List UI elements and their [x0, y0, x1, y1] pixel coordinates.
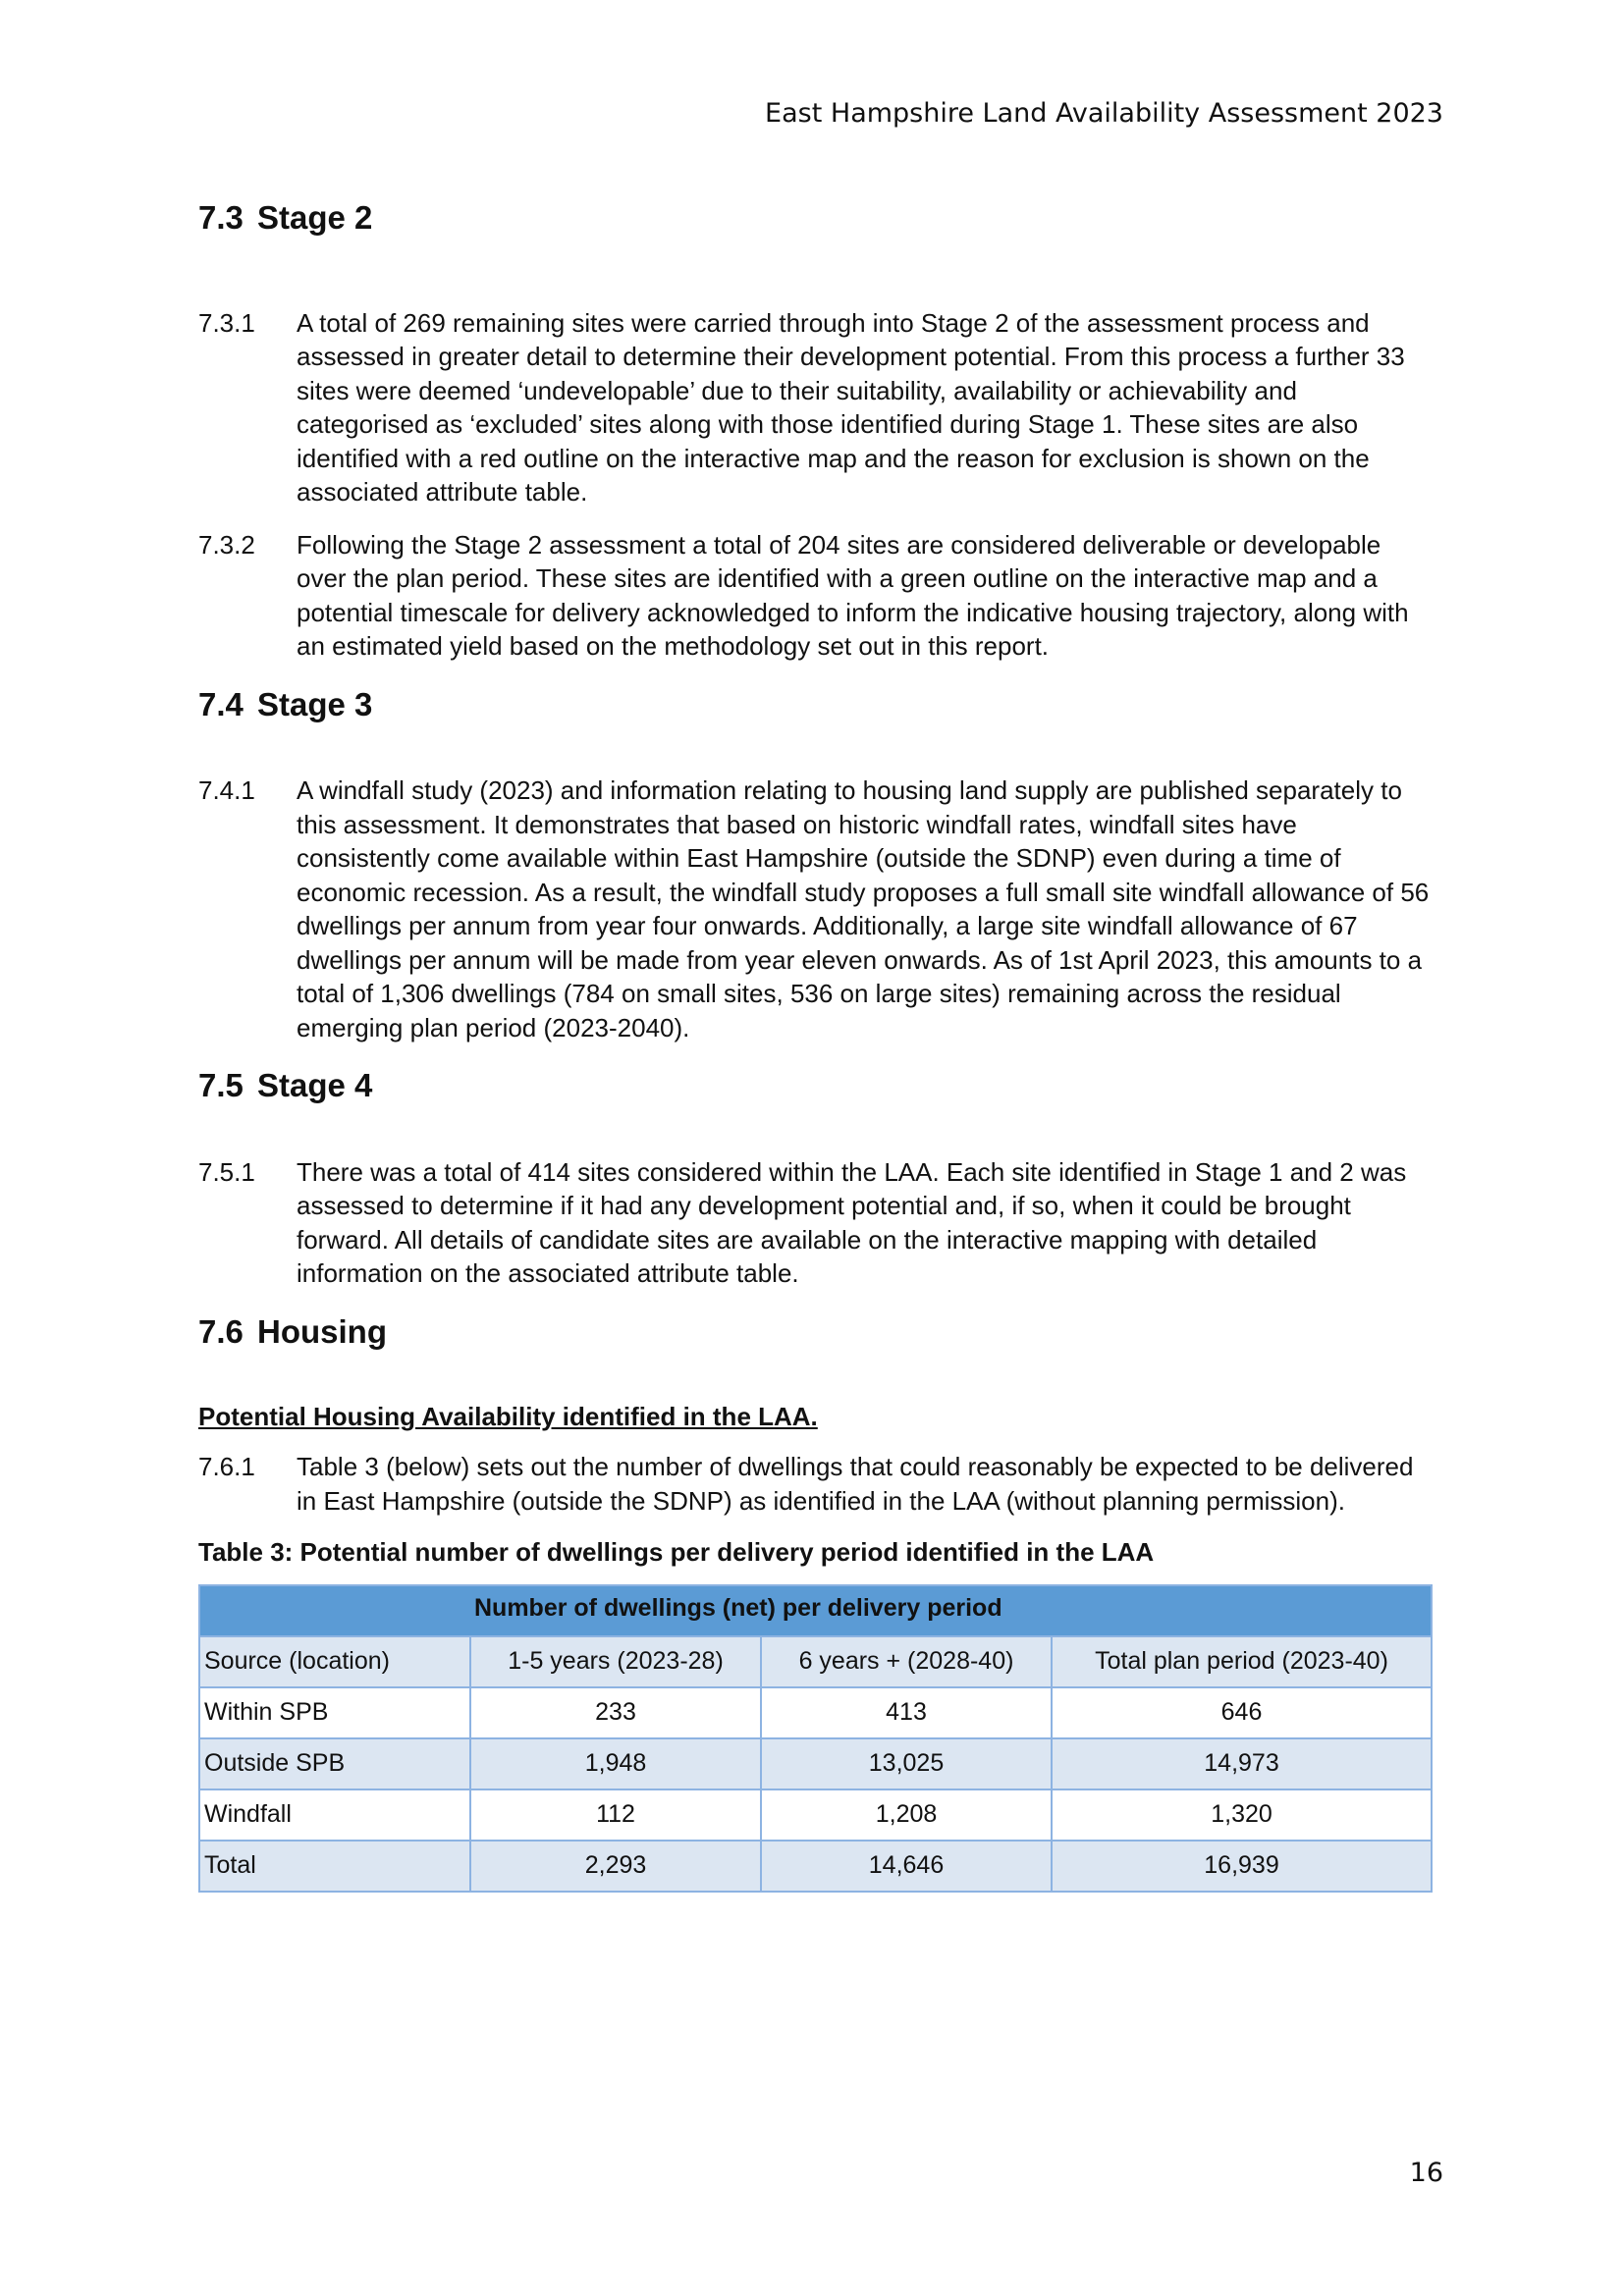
paragraph-number: 7.5.1 [198, 1156, 255, 1187]
paragraph-7-5-1 [198, 1155, 1435, 1291]
paragraph-text: A windfall study (2023) and information relating to housing land supply are published separately to this assessment. It demonstrates that based on historic windfall rates, windfall sites have consistently come available within East Hampshire (outside the SDNP) even during a time of economic recession. As a result, the windfall study proposes a full small site windfall allowance of 56 dwellings per annum from year four onwards. Additionally, a large site windfall allowance of 67 dwellings per annum will be made from year eleven onwards. As of 1st April 2023, this amounts to a total of 1,306 dwellings (784 on small sites, 536 on large sites) remaining across the residual emerging plan period (2023-2040). [297, 775, 1430, 1042]
table-header-cell: 1-5 years (2023-28) [470, 1636, 761, 1687]
paragraph-text: Following the Stage 2 assessment a total of 204 sites are considered deliverable or developable over the plan period. These sites are identified with a green outline on the interactive map and a potential timescale for delivery acknowledged to inform the indicative housing trajectory, along with an estimated yield based on the methodology set out in this report. [297, 529, 1409, 662]
table-cell: Within SPB [199, 1687, 470, 1738]
paragraph-number: 7.3.1 [198, 307, 255, 338]
table-group-header-row [199, 1585, 1432, 1636]
table-header-cell: Total plan period (2023-40) [1052, 1636, 1432, 1687]
paragraph-number: 7.3.2 [198, 529, 255, 560]
section-heading-7-6 [198, 1312, 1435, 1352]
section-heading-7-4 [198, 685, 1435, 724]
paragraph-7-4-1 [198, 774, 1435, 1044]
subheading: Potential Housing Availability identified in the LAA. [198, 1402, 818, 1432]
table-cell: 112 [470, 1789, 761, 1841]
table-row [199, 1687, 1432, 1738]
paragraph-7-6-1 [198, 1450, 1435, 1518]
table-caption: Table 3: Potential number of dwellings per delivery period identified in the LAA [198, 1537, 1155, 1568]
paragraph-7-3-1 [198, 306, 1435, 509]
table-cell: 13,025 [761, 1738, 1052, 1789]
paragraph-number: 7.4.1 [198, 775, 255, 806]
paragraph-number: 7.6.1 [198, 1452, 255, 1482]
section-title: Stage 3 [257, 685, 373, 722]
section-heading-7-3 [198, 198, 1435, 238]
section-number: 7.5 [198, 1067, 244, 1104]
table-cell: 1,320 [1052, 1789, 1432, 1841]
section-number: 7.6 [198, 1312, 244, 1350]
table-cell: 14,973 [1052, 1738, 1432, 1789]
table-cell: 1,208 [761, 1789, 1052, 1841]
section-title: Stage 2 [257, 199, 373, 236]
table-header-cell: Source (location) [199, 1636, 470, 1687]
table-cell [199, 1585, 470, 1636]
table-header-row [199, 1636, 1432, 1687]
table-cell: 2,293 [470, 1841, 761, 1892]
table-cell: 413 [761, 1687, 1052, 1738]
table-cell: 233 [470, 1687, 761, 1738]
paragraph-7-3-2 [198, 528, 1435, 664]
section-number: 7.4 [198, 685, 244, 722]
section-title: Housing [257, 1312, 387, 1350]
section-heading-7-5 [198, 1066, 1435, 1105]
table-cell: 646 [1052, 1687, 1432, 1738]
running-header: East Hampshire Land Availability Assessment 2023 [765, 98, 1443, 129]
table-cell: Windfall [199, 1789, 470, 1841]
page-number: 16 [1409, 2158, 1443, 2188]
table-cell: Total [199, 1841, 470, 1892]
dwellings-table [198, 1584, 1433, 1893]
page-content [198, 192, 1435, 1893]
table-cell: Outside SPB [199, 1738, 470, 1789]
paragraph-text: Table 3 (below) sets out the number of dwellings that could reasonably be expected to be delivered in East Hampshire (outside the SDNP) as identified in the LAA (without planning permission). [297, 1452, 1414, 1516]
table-row [199, 1738, 1432, 1789]
table-cell: 14,646 [761, 1841, 1052, 1892]
table-cell: 16,939 [1052, 1841, 1432, 1892]
paragraph-text: A total of 269 remaining sites were carried through into Stage 2 of the assessment process and assessed in greater detail to determine their development potential. From this process a further 33 sites were deemed ‘undevelopable’ due to their suitability, availability or achievability and categorised as ‘excluded’ sites along with those identified during Stage 1. These sites are also identified with a red outline on the interactive map and the reason for exclusion is shown on the associated attribute table. [297, 307, 1405, 507]
section-title: Stage 4 [257, 1067, 373, 1104]
table-header-cell: 6 years + (2028-40) [761, 1636, 1052, 1687]
paragraph-text: There was a total of 414 sites considered within the LAA. Each site identified in Stage 1 and 2 was assessed to determine if it had any development potential and, if so, when it could be brought forward. All details of candidate sites are available on the interactive mapping with detailed information on the associated attribute table. [297, 1156, 1407, 1289]
table-row [199, 1789, 1432, 1841]
table-group-header: Number of dwellings (net) per delivery period [470, 1585, 1432, 1636]
table-cell: 1,948 [470, 1738, 761, 1789]
table-row [199, 1841, 1432, 1892]
section-number: 7.3 [198, 199, 244, 236]
